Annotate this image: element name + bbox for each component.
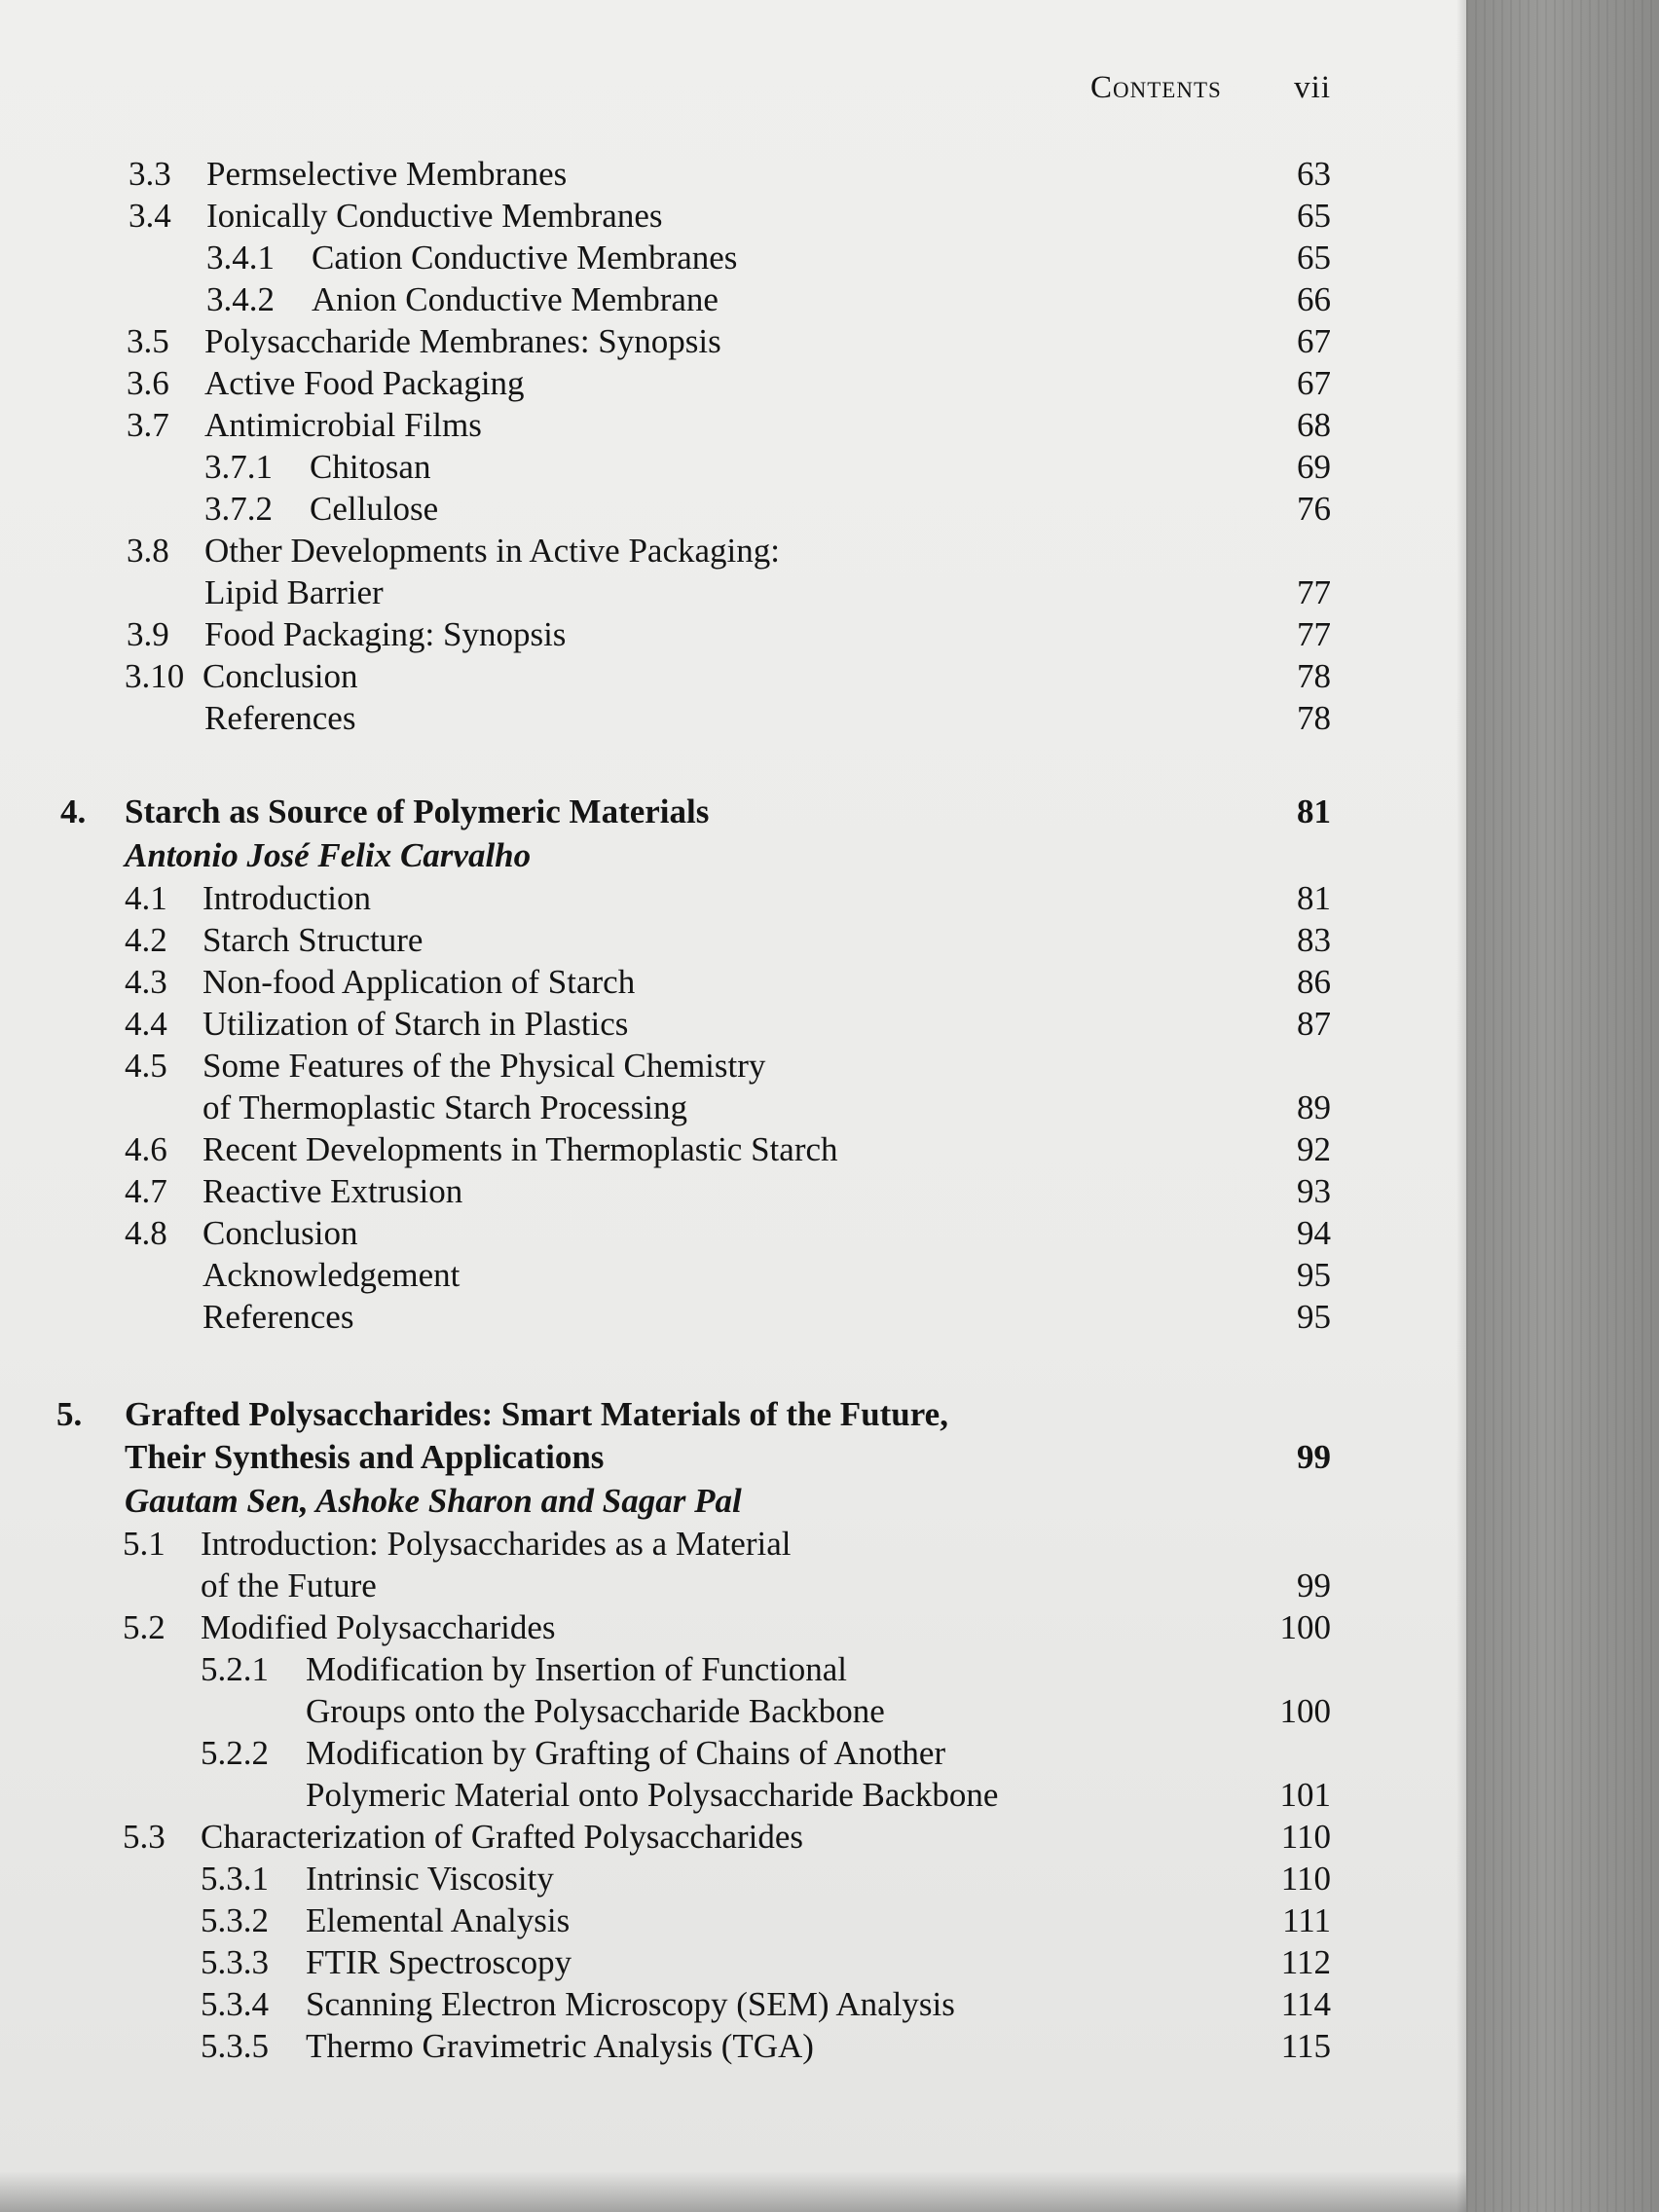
chapter-heading: 5. Grafted Polysaccharides: Smart Materials of the Future, <box>56 1395 948 1433</box>
toc-entry: 5.2.1 Modification by Insertion of Functional <box>201 1650 848 1688</box>
toc-entry-continuation: Groups onto the Polysaccharide Backbone 100 <box>306 1692 1331 1730</box>
toc-entry: 3.9 Food Packaging: Synopsis 77 <box>127 615 1331 653</box>
toc-entry: 3.10 Conclusion 78 <box>125 657 1331 695</box>
toc-entry: 3.8 Other Developments in Active Packaging: <box>127 532 780 570</box>
toc-entry: 5.1 Introduction: Polysaccharides as a Material <box>123 1525 792 1563</box>
toc-entry: 3.4 Ionically Conductive Membranes 65 <box>129 197 1331 235</box>
running-header <box>1090 70 1331 106</box>
chapter-heading-continuation: Their Synthesis and Applications 99 <box>125 1438 1331 1476</box>
toc-entry: 3.7.1 Chitosan 69 <box>204 448 1331 486</box>
toc-entry: 3.4.2 Anion Conductive Membrane 66 <box>206 280 1331 318</box>
toc-entry: References 78 <box>204 699 1331 737</box>
toc-entry-continuation: of Thermoplastic Starch Processing 89 <box>203 1088 1331 1126</box>
toc-entry: 5.3.5 Thermo Gravimetric Analysis (TGA) 115 <box>201 2027 1331 2065</box>
toc-entry: 3.5 Polysaccharide Membranes: Synopsis 67 <box>127 322 1331 360</box>
toc-entry: Acknowledgement 95 <box>203 1256 1331 1294</box>
toc-entry-continuation: Lipid Barrier 77 <box>204 573 1331 611</box>
toc-entry: 5.2 Modified Polysaccharides 100 <box>123 1608 1331 1646</box>
toc-entry: 3.6 Active Food Packaging 67 <box>127 364 1331 402</box>
toc-entry: 5.3.2 Elemental Analysis 111 <box>201 1901 1331 1939</box>
toc-entry: 3.4.1 Cation Conductive Membranes 65 <box>206 239 1331 276</box>
toc-entry: 5.2.2 Modification by Grafting of Chains of Another <box>201 1734 946 1772</box>
toc-entry: 5.3.3 FTIR Spectroscopy 112 <box>201 1943 1331 1981</box>
toc-entry: 5.3.1 Intrinsic Viscosity 110 <box>201 1860 1331 1898</box>
chapter-author: Gautam Sen, Ashoke Sharon and Sagar Pal <box>125 1482 742 1520</box>
toc-entry: 4.7 Reactive Extrusion 93 <box>125 1172 1331 1210</box>
header-title: Contents <box>1090 70 1222 105</box>
book-spine-background <box>1466 0 1659 2212</box>
toc-entry: 5.3 Characterization of Grafted Polysaccharides 110 <box>123 1818 1331 1856</box>
toc-entry: 4.8 Conclusion 94 <box>125 1214 1331 1252</box>
chapter-heading: 4. Starch as Source of Polymeric Materials 81 <box>60 793 1331 830</box>
toc-entry: References 95 <box>203 1298 1331 1336</box>
toc-entry: 3.7.2 Cellulose 76 <box>204 490 1331 528</box>
toc-entry: 4.1 Introduction 81 <box>125 879 1331 917</box>
toc-entry: 4.3 Non-food Application of Starch 86 <box>125 963 1331 1001</box>
toc-entry: 3.7 Antimicrobial Films 68 <box>127 406 1331 444</box>
toc-entry: 4.6 Recent Developments in Thermoplastic Starch 92 <box>125 1130 1331 1168</box>
toc-entry-continuation: Polymeric Material onto Polysaccharide Backbone 101 <box>306 1776 1331 1814</box>
header-page-number: vii <box>1294 70 1331 105</box>
bottom-shadow <box>0 2171 1466 2212</box>
toc-entry: 3.3 Permselective Membranes 63 <box>129 155 1331 193</box>
toc-entry: 5.3.4 Scanning Electron Microscopy (SEM) Analysis 114 <box>201 1985 1331 2023</box>
toc-entry-continuation: of the Future 99 <box>201 1567 1331 1604</box>
chapter-author: Antonio José Felix Carvalho <box>125 836 532 874</box>
toc-entry: 4.5 Some Features of the Physical Chemistry <box>125 1047 766 1085</box>
toc-entry: 4.2 Starch Structure 83 <box>125 921 1331 959</box>
toc-entry: 4.4 Utilization of Starch in Plastics 87 <box>125 1005 1331 1043</box>
